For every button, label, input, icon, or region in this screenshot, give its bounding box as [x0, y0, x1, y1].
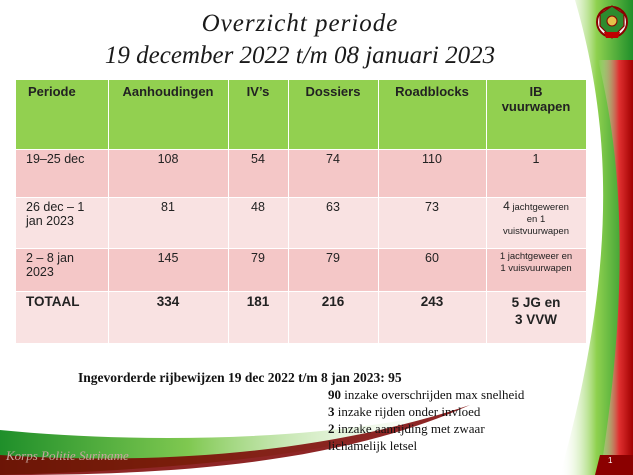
item-text: inzake overschrijden max snelheid [344, 387, 525, 402]
slide-subtitle: 19 december 2022 t/m 08 januari 2023 [104, 42, 496, 69]
header-periode: Periode [16, 80, 108, 150]
cell-periode-line2: jan 2023 [26, 214, 74, 228]
cell-ib: 1 [486, 150, 586, 198]
cell-periode-line1: 2 – 8 jan [26, 251, 74, 265]
item-count: 2 [328, 421, 335, 436]
rijbewijzen-heading: Ingevorderde rijbewijzen 19 dec 2022 t/m 8 jan 2023: 95 [78, 370, 402, 385]
item-text: inzake aanrijding met zwaar [337, 421, 485, 436]
header-vuurwapen: vuurwapen [501, 99, 571, 114]
corner-dark [595, 455, 633, 475]
cell-ib [486, 198, 586, 249]
table-total-row [16, 292, 586, 344]
rijbewijzen-list [328, 386, 524, 454]
table-header-row [16, 80, 586, 150]
header-aanhoudingen: Aanhoudingen [108, 80, 228, 150]
cell-roadblocks: 110 [378, 150, 486, 198]
cell-ib-line1: jachtgeweren [512, 202, 569, 213]
cell-ib-line3: vuistvuurwapen [502, 226, 569, 237]
cell-ivs: 79 [228, 249, 288, 292]
cell-ib-line1: 1 jachtgeweer en [499, 251, 573, 262]
cell-total-ib [486, 292, 586, 344]
table-row [16, 198, 586, 249]
page-number: 1 [608, 456, 613, 465]
header-ivs: IV’s [228, 80, 288, 150]
table-row [16, 249, 586, 292]
cell-ib-count: 4 [503, 199, 510, 213]
cell-total-aanhoudingen: 334 [108, 292, 228, 344]
list-item-continuation: lichamelijk letsel [328, 438, 418, 453]
header-ib: IB [529, 84, 543, 99]
cell-periode [16, 198, 108, 249]
cell-dossiers: 74 [288, 150, 378, 198]
list-item [328, 420, 524, 437]
item-count: 3 [328, 404, 335, 419]
cell-ib-line2: 1 vuisvuurwapen [500, 263, 572, 274]
overview-table [16, 80, 587, 343]
cell-aanhoudingen: 145 [108, 249, 228, 292]
cell-total-ivs: 181 [228, 292, 288, 344]
list-item [328, 403, 524, 420]
cell-aanhoudingen: 108 [108, 150, 228, 198]
cell-ivs: 54 [228, 150, 288, 198]
cell-periode: 19–25 dec [16, 150, 108, 198]
cell-periode [16, 249, 108, 292]
item-count: 90 [328, 387, 341, 402]
list-item [328, 386, 524, 403]
table-row [16, 150, 586, 198]
cell-periode-line1: 26 dec – 1 [26, 200, 85, 214]
cell-roadblocks: 73 [378, 198, 486, 249]
cell-ib [486, 249, 586, 292]
cell-ib-line2: en 1 [526, 214, 546, 225]
cell-ivs: 48 [228, 198, 288, 249]
header-roadblocks: Roadblocks [378, 80, 486, 150]
header-ib-vuurwapen [486, 80, 586, 150]
cell-periode-line2: 2023 [26, 265, 54, 279]
cell-dossiers: 63 [288, 198, 378, 249]
cell-total-ib-line2: 3 VVW [514, 312, 557, 327]
footer-organization: Korps Politie Suriname [6, 448, 129, 463]
cell-dossiers: 79 [288, 249, 378, 292]
cell-total-roadblocks: 243 [378, 292, 486, 344]
cell-aanhoudingen: 81 [108, 198, 228, 249]
header-dossiers: Dossiers [288, 80, 378, 150]
cell-total-dossiers: 216 [288, 292, 378, 344]
cell-roadblocks: 60 [378, 249, 486, 292]
cell-total-ib-line1: 5 JG en [511, 295, 561, 310]
slide-title: Overzicht periode [201, 10, 399, 37]
cell-total-label: TOTAAL [16, 292, 108, 344]
item-text: inzake rijden onder invloed [337, 404, 481, 419]
